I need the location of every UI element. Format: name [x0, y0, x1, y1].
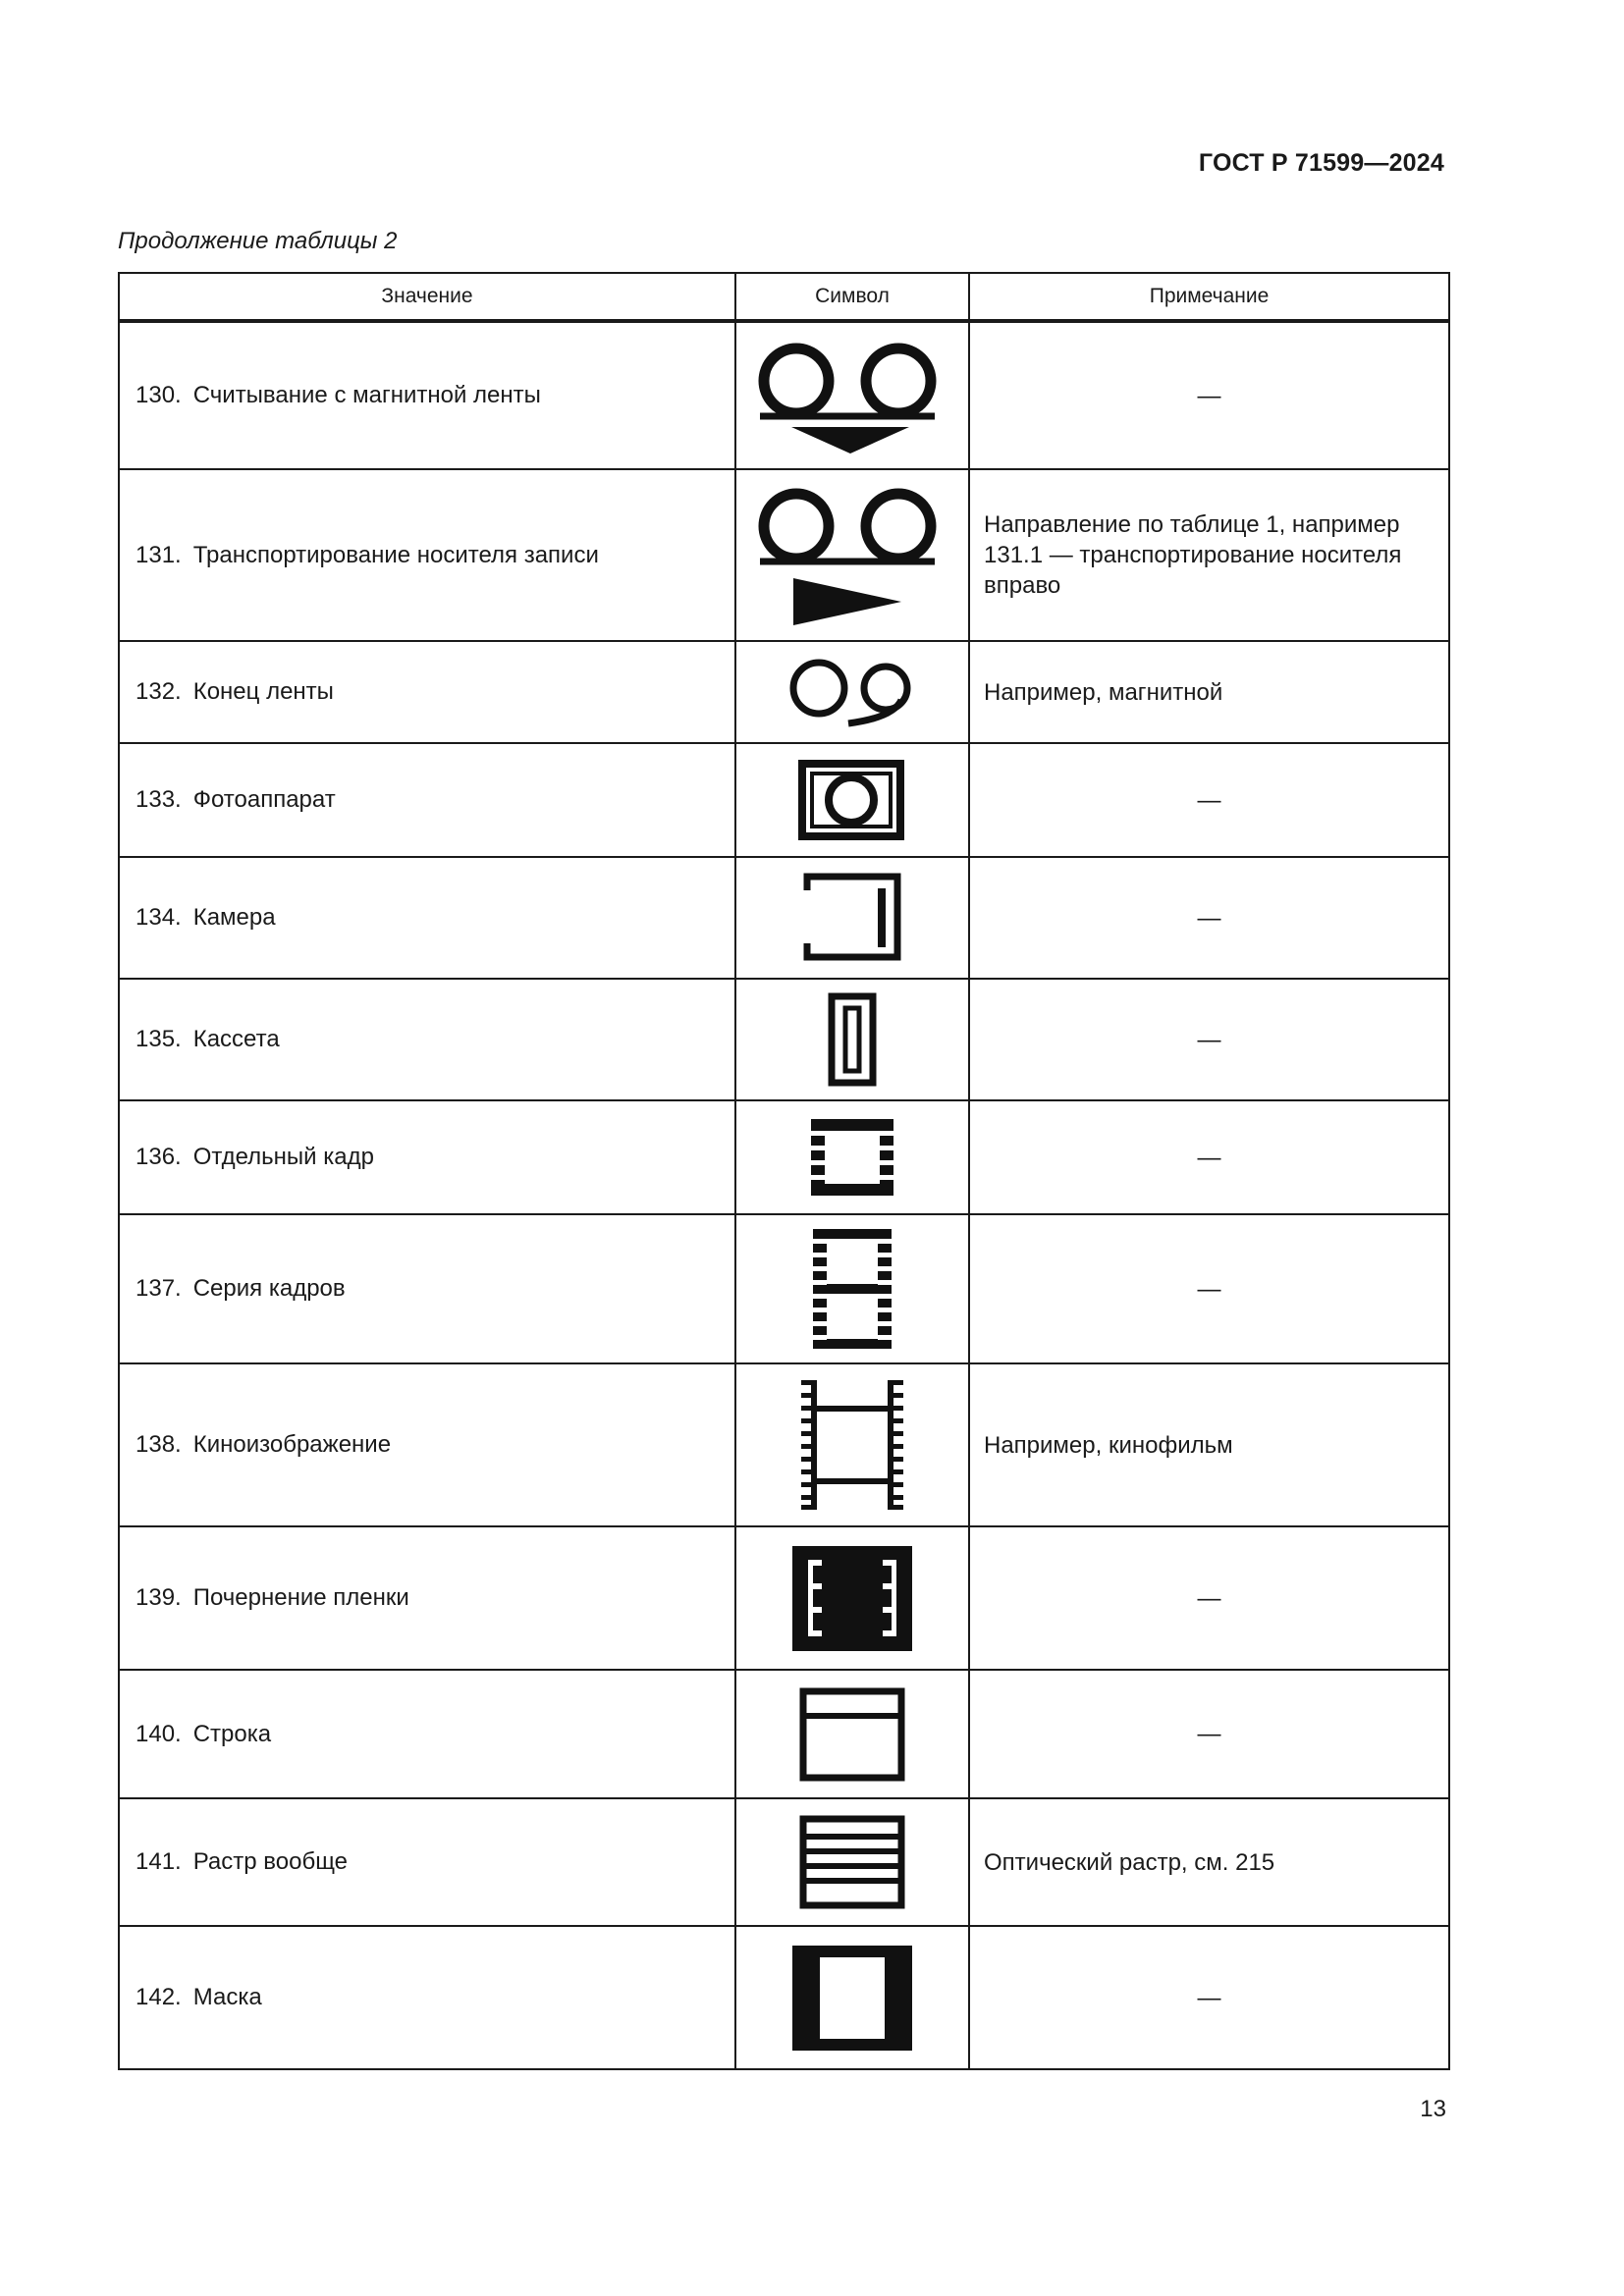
symbol-cell: [735, 743, 969, 857]
item-number: 141.: [135, 1848, 182, 1875]
standard-designation: ГОСТ Р 71599—2024: [1198, 149, 1444, 177]
camera-icon: [793, 869, 911, 967]
media-transport-icon: [754, 482, 950, 629]
symbol-cell: [735, 1363, 969, 1526]
tape-read-icon: [754, 332, 950, 459]
value-cell: [119, 979, 735, 1100]
symbol-cell: [735, 1526, 969, 1670]
item-label: Серия кадров: [192, 1275, 346, 1302]
note-cell: —: [969, 321, 1449, 469]
symbol-cell: [735, 857, 969, 979]
raster-icon: [793, 1813, 911, 1911]
table-header-row: [119, 273, 1449, 321]
value-cell: [119, 1670, 735, 1798]
line-icon: [793, 1685, 911, 1784]
page-number: 13: [1420, 2096, 1446, 2122]
item-number: 137.: [135, 1275, 182, 1302]
note-cell: —: [969, 1214, 1449, 1363]
mask-icon: [788, 1942, 916, 2055]
item-number: 133.: [135, 786, 182, 813]
item-label: Конец ленты: [192, 678, 334, 705]
symbol-cell: [735, 641, 969, 743]
table-row: [119, 1798, 1449, 1926]
note-cell: —: [969, 1526, 1449, 1670]
table-row: [119, 641, 1449, 743]
table-row: [119, 979, 1449, 1100]
item-label: Киноизображение: [192, 1431, 392, 1458]
symbol-cell: [735, 469, 969, 641]
value-cell: [119, 1100, 735, 1214]
value-cell: [119, 1214, 735, 1363]
item-number: 139.: [135, 1584, 182, 1611]
value-cell: [119, 1363, 735, 1526]
table-row: [119, 321, 1449, 469]
note-cell: —: [969, 857, 1449, 979]
symbol-cell: [735, 1100, 969, 1214]
symbol-cell: [735, 1798, 969, 1926]
column-header-symbol: Символ: [735, 273, 969, 321]
symbol-cell: [735, 1670, 969, 1798]
item-label: Строка: [192, 1720, 272, 1747]
symbol-cell: [735, 1926, 969, 2069]
item-number: 138.: [135, 1431, 182, 1458]
table-row: [119, 1363, 1449, 1526]
cassette-icon: [823, 990, 882, 1089]
column-header-value: Значение: [119, 273, 735, 321]
table-row: [119, 1926, 1449, 2069]
film-blackening-icon: [788, 1542, 916, 1655]
value-cell: [119, 1798, 735, 1926]
item-label: Отдельный кадр: [192, 1144, 374, 1170]
item-number: 130.: [135, 382, 182, 408]
symbol-cell: [735, 979, 969, 1100]
symbol-cell: [735, 1214, 969, 1363]
note-cell: Направление по таблице 1, например 131.1 — транспортирование носителя вправо: [969, 469, 1449, 641]
item-number: 132.: [135, 678, 182, 705]
note-cell: Например, кинофильм: [969, 1363, 1449, 1526]
table-row: [119, 469, 1449, 641]
item-label: Почернение пленки: [192, 1584, 409, 1611]
value-cell: [119, 469, 735, 641]
value-cell: [119, 1926, 735, 2069]
item-number: 136.: [135, 1144, 182, 1170]
symbols-table: [118, 272, 1450, 2070]
item-number: 142.: [135, 1984, 182, 2010]
table-caption: Продолжение таблицы 2: [118, 228, 398, 254]
note-cell: Например, магнитной: [969, 641, 1449, 743]
table-row: [119, 857, 1449, 979]
value-cell: [119, 857, 735, 979]
value-cell: [119, 321, 735, 469]
frame-series-icon: [803, 1225, 901, 1353]
photo-camera-icon: [793, 756, 911, 844]
note-cell: —: [969, 1100, 1449, 1214]
item-label: Кассета: [192, 1026, 280, 1052]
table-row: [119, 1214, 1449, 1363]
value-cell: [119, 1526, 735, 1670]
note-cell: —: [969, 1926, 1449, 2069]
film-image-icon: [793, 1376, 911, 1514]
item-number: 131.: [135, 541, 182, 568]
value-cell: [119, 641, 735, 743]
symbol-cell: [735, 321, 969, 469]
note-cell: Оптический растр, см. 215: [969, 1798, 1449, 1926]
note-cell: —: [969, 1670, 1449, 1798]
table-row: [119, 743, 1449, 857]
tape-end-icon: [784, 653, 921, 731]
item-label: Растр вообще: [192, 1848, 349, 1875]
item-label: Считывание с магнитной ленты: [192, 382, 541, 408]
note-cell: —: [969, 979, 1449, 1100]
item-number: 135.: [135, 1026, 182, 1052]
note-cell: —: [969, 743, 1449, 857]
table-row: [119, 1526, 1449, 1670]
item-label: Камера: [192, 904, 276, 931]
item-number: 134.: [135, 904, 182, 931]
value-cell: [119, 743, 735, 857]
column-header-note: Примечание: [969, 273, 1449, 321]
table-row: [119, 1670, 1449, 1798]
item-label: Фотоаппарат: [192, 786, 336, 813]
table-row: [119, 1100, 1449, 1214]
item-label: Транспортирование носителя записи: [192, 541, 599, 568]
single-frame-icon: [803, 1113, 901, 1201]
item-number: 140.: [135, 1720, 182, 1747]
item-label: Маска: [192, 1984, 262, 2010]
